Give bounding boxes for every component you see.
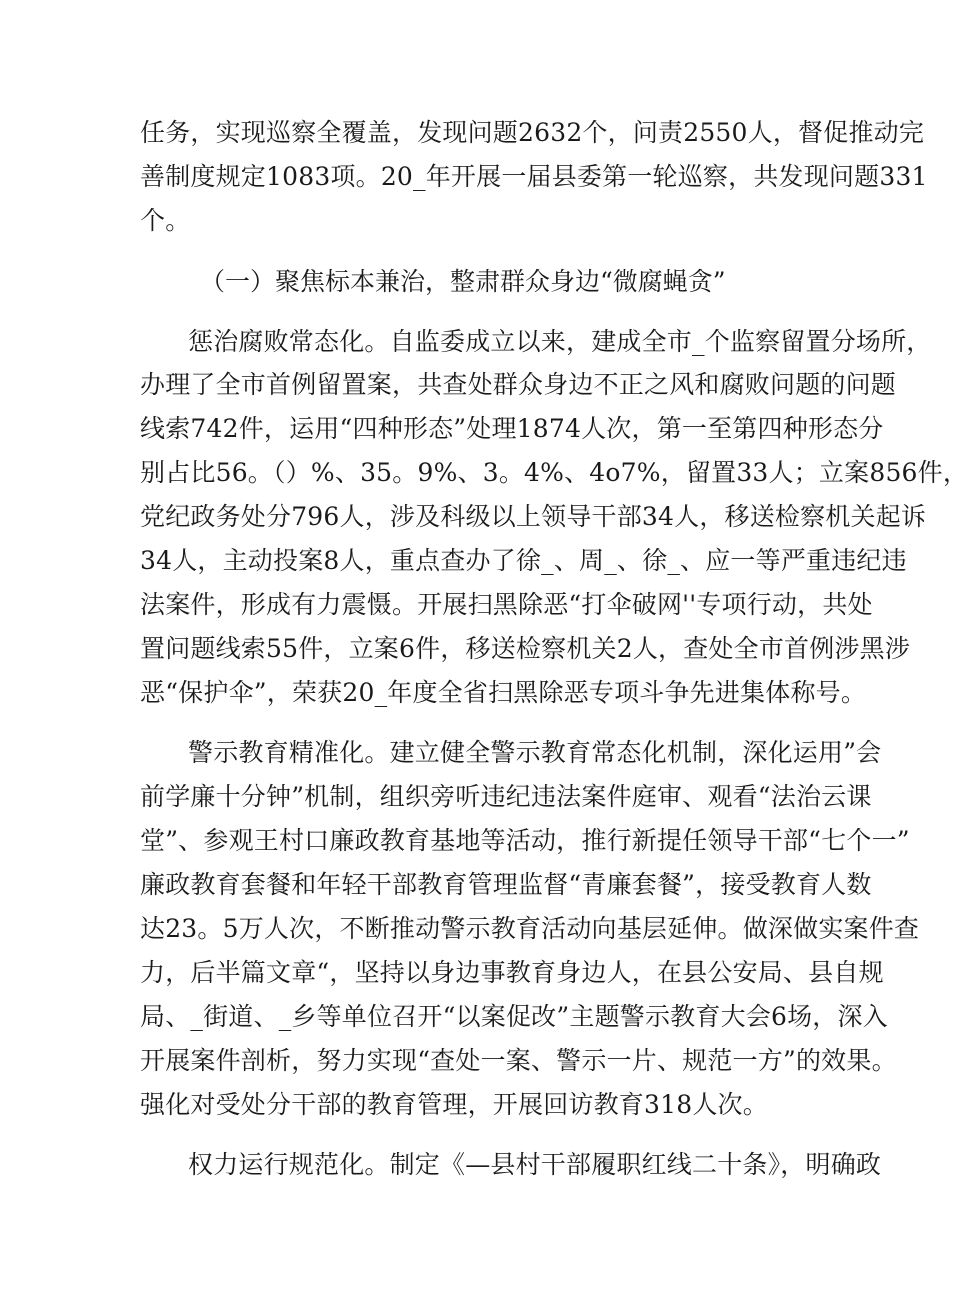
paragraph-1-line-3: 个。 [140,206,191,235]
paragraph-2-line-9: 恶“保护伞”，荣获20_年度全省扫黑除恶专项斗争先进集体称号。 [140,678,867,707]
paragraph-2-line-8: 置问题线索55件，立案6件，移送检察机关2人，查处全市首例涉黑涉 [140,634,911,663]
paragraph-2-line-3: 线索742件，运用“四种形态”处理1874人次，第一至第四种形态分 [140,414,884,443]
paragraph-3-line-6: 力，后半篇文章“，坚持以身边事教育身边人，在县公安局、县自规 [140,958,884,987]
paragraph-1-line-2: 善制度规定1083项。20_年开展一届县委第一轮巡察，共发现问题331 [140,162,928,191]
paragraph-3-line-2: 前学廉十分钟”机制，组织旁听违纪违法案件庭审、观看“法治云课 [140,782,872,811]
paragraph-2-line-4: 别占比56。（）%、35。9%、3。4%、4o7%，留置33人；立案856件， [140,458,968,487]
paragraph-1-line-1: 任务，实现巡察全覆盖，发现问题2632个，问责2550人，督促推动完 [140,118,925,147]
paragraph-3-line-1: 警示教育精准化。建立健全警示教育常态化机制，深化运用”会 [188,738,882,767]
paragraph-3-line-7: 局、_街道、_乡等单位召开“以案促改”主题警示教育大会6场，深入 [140,1002,888,1031]
paragraph-4-line-1: 权力运行规范化。制定《—县村干部履职红线二十条》，明确政 [188,1150,882,1179]
paragraph-2-line-5: 党纪政务处分796人，涉及科级以上领导干部34人，移送检察机关起诉 [140,502,927,531]
paragraph-3-line-5: 达23。5万人次，不断推动警示教育活动向基层延伸。做深做实案件查 [140,914,920,943]
paragraph-3-line-9: 强化对受处分干部的教育管理，开展回访教育318人次。 [140,1090,768,1119]
paragraph-2-line-2: 办理了全市首例留置案，共查处群众身边不正之风和腐败问题的问题 [140,370,897,399]
paragraph-3-line-8: 开展案件剖析，努力实现“查处一案、警示一片、规范一方”的效果。 [140,1046,897,1075]
paragraph-2-line-6: 34人，主动投案8人，重点查办了徐_、周_、徐_、应一等严重违纪违 [140,546,907,575]
paragraph-3-line-3: 堂”、参观王村口廉政教育基地等活动，推行新提任领导干部“七个一” [140,826,910,855]
paragraph-3-line-4: 廉政教育套餐和年轻干部教育管理监督“青廉套餐”，接受教育人数 [140,870,872,899]
paragraph-2-line-7: 法案件，形成有力震慑。开展扫黑除恶“打伞破网''专项行动，共处 [140,590,873,619]
paragraph-2-line-1: 惩治腐败常态化。自监委成立以来，建成全市_个监察留置分场所， [188,327,932,356]
section-heading: （一）聚焦标本兼治，整肃群众身边“微腐蝇贪” [200,267,726,296]
